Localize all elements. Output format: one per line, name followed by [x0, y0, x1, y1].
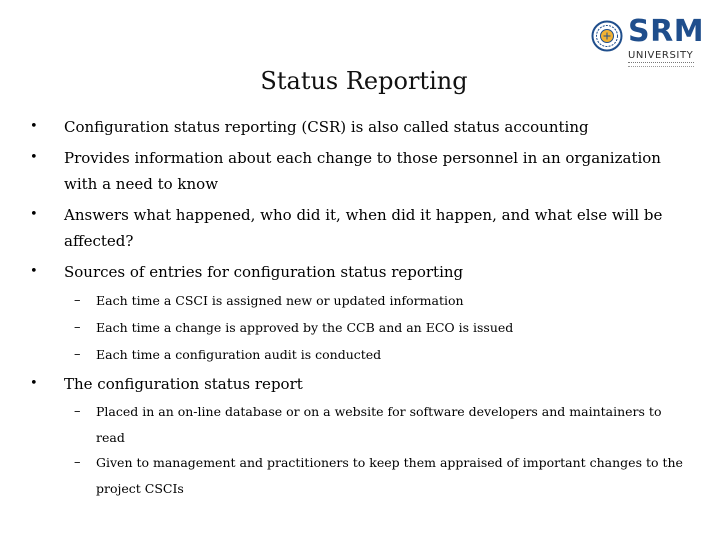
sub-bullet-mark: – — [74, 293, 81, 308]
sub-bullet-text: Placed in an on-line database or on a website for software developers and maintainers to read — [96, 404, 662, 445]
sub-bullet-mark: – — [74, 404, 81, 419]
bullet-text: Configuration status reporting (CSR) is also called status accounting — [64, 118, 589, 136]
bullet-mark: • — [30, 264, 38, 279]
sub-bullet-mark: – — [74, 347, 81, 362]
bullet-mark: • — [30, 150, 38, 165]
sub-bullet-text: Each time a CSCI is assigned new or updated information — [96, 293, 464, 308]
sub-bullet-mark: – — [74, 455, 81, 470]
bullet-mark: • — [30, 119, 38, 134]
slide-title: Status Reporting — [260, 67, 468, 95]
logo-subtitle: UNIVERSITY — [628, 50, 694, 61]
bullet-mark: • — [30, 207, 38, 222]
bullet-text: Answers what happened, who did it, when did it happen, and what else will be affected? — [64, 206, 663, 250]
srm-emblem-icon — [591, 20, 623, 52]
sub-bullet-text: Each time a configuration audit is conducted — [96, 347, 382, 362]
bullet-mark: • — [30, 376, 38, 391]
bullet-text: Provides information about each change to those personnel in an organization with a need to know — [64, 149, 661, 193]
sub-bullet-text: Given to management and practitioners to keep them appraised of important changes to the project CSCIs — [96, 455, 683, 496]
sub-bullet-text: Each time a change is approved by the CCB and an ECO is issued — [96, 320, 514, 335]
sub-bullet-mark: – — [74, 320, 81, 335]
logo-wordmark: SRM — [628, 14, 705, 49]
bullet-text: The configuration status report — [64, 375, 303, 393]
bullet-text: Sources of entries for configuration status reporting — [64, 263, 464, 281]
